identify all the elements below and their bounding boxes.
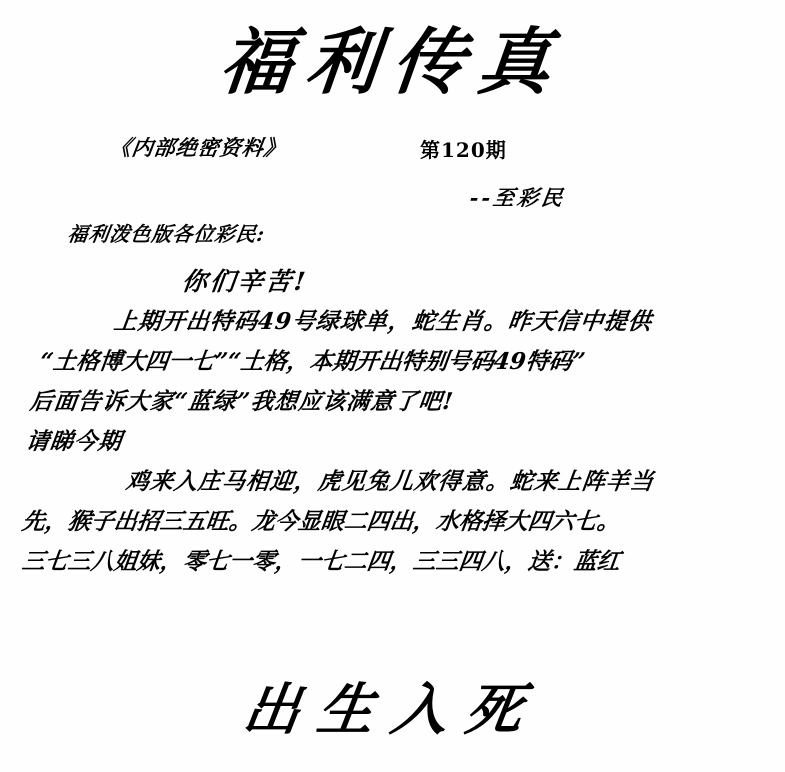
dedication-line: --至彩民 [468,185,568,210]
body-line: 后面告诉大家“蓝绿”我想应该满意了吧! [28,388,456,415]
footer-headline: 出生入死 [239,677,545,743]
subtitle-row [0,132,785,166]
issue-number: 第120期 [420,138,507,162]
salutation: 福利泼色版各位彩民: [66,222,267,246]
body-line: 上期开出特码49号绿球单，蛇生肖。昨天信中提供 [112,308,654,335]
body-line: 你们辛苦! [180,267,310,296]
body-line: 先，猴子出招三五旺。龙今显眼二四出，水格择大四六七。 [20,508,622,535]
secret-material-label: 《内部绝密资料》 [108,135,288,160]
body-line: 请睇今期 [24,428,124,455]
body-line: “土格博大四一七”“土格，本期开出特别号码49特码” [38,348,587,375]
masthead-title: 福利传真 [216,19,569,104]
body-text [22,262,767,582]
body-line: 鸡来入庄马相迎，虎见兔儿欢得意。蛇来上阵羊当 [124,468,656,495]
body-line: 三七三八姐妹，零七一零，一七二四，三三四八，送：蓝红 [20,548,622,575]
